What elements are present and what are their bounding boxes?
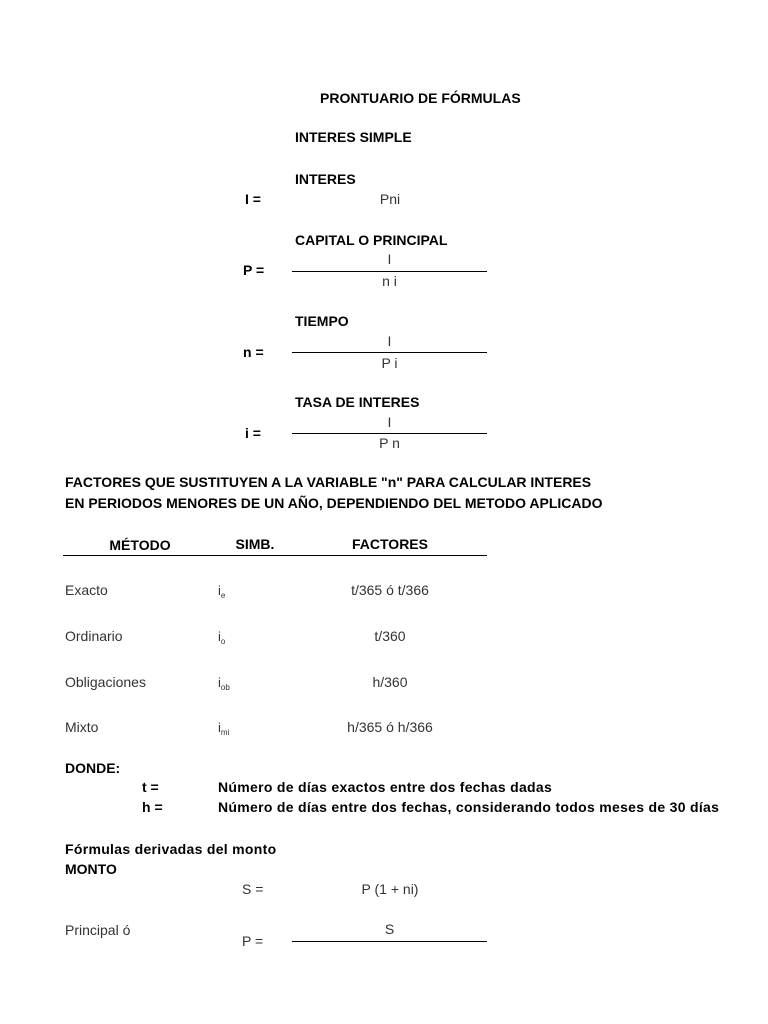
donde-label: DONDE:	[65, 760, 121, 776]
heading-tasa: TASA DE INTERES	[295, 394, 420, 410]
fraction-numerator-tasa: I	[387, 414, 392, 430]
formula-lhs-tiempo: n =	[243, 344, 264, 360]
section-heading-interes-simple: INTERES SIMPLE	[295, 129, 412, 145]
fraction-line-capital	[292, 271, 487, 272]
fraction-denominator-capital: n i	[382, 273, 397, 289]
page-title: PRONTUARIO DE FÓRMULAS	[320, 90, 521, 106]
donde-definitions	[65, 778, 720, 818]
formula-lhs-principal: P =	[242, 933, 264, 949]
table-cell-metodo: Exacto	[65, 582, 108, 598]
donde-desc-t: Número de días exactos entre dos fechas dadas	[218, 779, 553, 795]
donde-var-t: t =	[142, 779, 159, 795]
fraction-denominator-tiempo: P i	[381, 355, 398, 371]
factors-intro	[65, 474, 640, 514]
formula-rhs-monto: P (1 + ni)	[361, 881, 419, 897]
fraction-numerator-capital: I	[387, 251, 392, 267]
table-header-simb: SIMB.	[235, 536, 275, 552]
table-cell-factores: t/360	[374, 628, 406, 644]
formula-lhs-interes: I =	[245, 191, 261, 207]
factors-intro-line2: EN PERIODOS MENORES DE UN AÑO, DEPENDIENDO DEL METODO APLICADO	[65, 495, 603, 511]
table-cell-metodo: Obligaciones	[65, 674, 146, 690]
fraction-line-tasa	[292, 433, 487, 434]
monto-derived-label: Fórmulas derivadas del monto	[65, 841, 277, 857]
principal-label: Principal ó	[65, 922, 131, 938]
donde-desc-h: Número de días entre dos fechas, considerando todos meses de 30 días	[218, 799, 720, 815]
fraction-denominator-tasa: P n	[379, 435, 400, 451]
formula-lhs-capital: P =	[243, 262, 265, 278]
fraction-line-principal	[292, 941, 487, 942]
heading-tiempo: TIEMPO	[295, 313, 349, 329]
table-cell-metodo: Ordinario	[65, 628, 123, 644]
table-header-rule	[63, 555, 487, 556]
formula-lhs-tasa: i =	[245, 425, 261, 441]
table-cell-simb: $i_{ob}$	[218, 675, 230, 692]
principal-lhs-clip	[235, 930, 285, 949]
table-cell-simb: $i_e$	[218, 583, 226, 600]
formula-lhs-monto: S =	[242, 881, 264, 897]
monto-heading: MONTO	[65, 861, 117, 877]
table-cell-factores: h/365 ó h/366	[347, 719, 433, 735]
table-cell-simb: $i_{mi}$	[218, 720, 230, 737]
table-cell-simb: $i_o$	[218, 629, 226, 646]
heading-capital: CAPITAL O PRINCIPAL	[295, 232, 448, 248]
table-cell-factores: t/365 ó t/366	[351, 582, 429, 598]
factors-intro-line1: FACTORES QUE SUSTITUYEN A LA VARIABLE "n" PARA CALCULAR INTERES	[65, 474, 592, 490]
formula-rhs-interes: Pni	[379, 191, 401, 207]
table-header-metodo: MÉTODO	[109, 537, 171, 553]
fraction-line-tiempo	[292, 352, 487, 353]
heading-interes: INTERES	[295, 171, 356, 187]
table-cell-metodo: Mixto	[65, 719, 99, 735]
table-header-factores: FACTORES	[352, 536, 428, 552]
table-cell-factores: h/360	[372, 674, 408, 690]
fraction-numerator-tiempo: I	[387, 333, 392, 349]
fraction-numerator-principal: S	[384, 921, 395, 937]
donde-var-h: h =	[142, 799, 163, 815]
